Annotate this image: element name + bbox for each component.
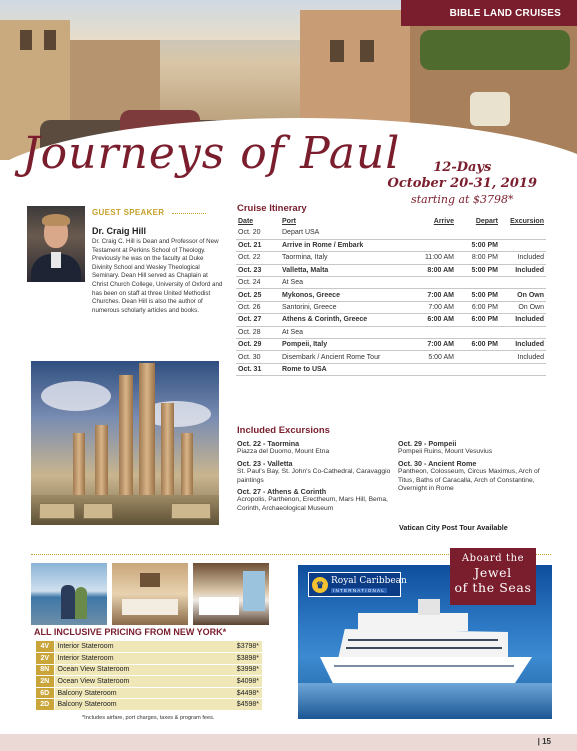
- pricing-room: Ocean View Stateroom: [54, 664, 207, 676]
- itinerary-header-row: [236, 217, 546, 227]
- itinerary-arrive: 7:00 AM: [408, 289, 456, 301]
- stone-block: [171, 503, 211, 519]
- excursion-item: [398, 460, 548, 494]
- itinerary-row: [236, 277, 546, 289]
- itinerary-depart: [456, 277, 500, 289]
- itinerary-date: Oct. 25: [236, 289, 280, 301]
- itinerary-row: [236, 289, 546, 301]
- itinerary-date: Oct. 23: [236, 264, 280, 276]
- pricing-room: Balcony Stateroom: [54, 687, 207, 699]
- ship-windows: [346, 647, 502, 649]
- itinerary-date: Oct. 20: [236, 227, 280, 239]
- balcony-stateroom-photo: [193, 563, 269, 625]
- itinerary-arrive: 5:00 AM: [408, 351, 456, 363]
- pricing-price: $3998*: [207, 664, 262, 676]
- itinerary-excursion: [500, 326, 546, 338]
- itinerary-row: [236, 264, 546, 276]
- speaker-bio: Dr. Craig C. Hill is Dean and Professor of New Testament at Perkins School of Theology. Previously he was on the faculty at Duke Divinity School and Wesley Theological Seminary. Dean Hill served as Chaplain at Christ Church College, University of Oxford and has been on staff at three United Methodist Churches. Dean Hill is also the author of numerous scholarly articles and books.: [92, 238, 223, 314]
- speaker-photo: [27, 206, 85, 282]
- trip-summary: [388, 160, 537, 206]
- excursion-item: [237, 440, 392, 457]
- itinerary-port: Arrive in Rome / Embark: [280, 239, 408, 251]
- excursion-text: Pompeii Ruins, Mount Vesuvius: [398, 448, 493, 456]
- pricing-row: [36, 676, 262, 688]
- itinerary-row: [236, 326, 546, 338]
- trip-duration: 12-Days: [433, 160, 492, 175]
- header-excursion: Excursion: [510, 218, 544, 225]
- itinerary-depart: [456, 351, 500, 363]
- itinerary-date: Oct. 30: [236, 351, 280, 363]
- page-title: Journeys of Paul: [22, 128, 401, 179]
- itinerary-row: [236, 239, 546, 251]
- aboard-line-3: of the Seas: [454, 580, 532, 595]
- window: [44, 30, 56, 50]
- pricing-code: 8N: [36, 664, 54, 676]
- footer-bar: [0, 734, 577, 751]
- itinerary-arrive: 7:00 AM: [408, 301, 456, 313]
- speaker-heading: GUEST SPEAKER: [92, 208, 165, 217]
- itinerary-row: [236, 314, 546, 326]
- itinerary-excursion: On Own: [500, 301, 546, 313]
- balcony-view: [243, 571, 265, 611]
- itinerary-arrive: [408, 363, 456, 375]
- itinerary-table: [236, 217, 546, 376]
- pricing-table: [36, 641, 262, 711]
- itinerary-date: Oct. 29: [236, 339, 280, 351]
- column: [119, 375, 133, 503]
- itinerary-row: [236, 252, 546, 264]
- window: [330, 40, 344, 62]
- ship-hull: [320, 657, 532, 683]
- brand-badge: BIBLE LAND CRUISES: [401, 0, 577, 26]
- pricing-row: [36, 687, 262, 699]
- logo-name: Royal Caribbean: [331, 576, 407, 586]
- itinerary-excursion: Included: [500, 351, 546, 363]
- pricing-room: Balcony Stateroom: [54, 699, 207, 711]
- temple-ruins-photo: [31, 361, 219, 525]
- ship-deck: [338, 629, 508, 659]
- itinerary-arrive: [408, 326, 456, 338]
- aboard-line-2: Jewel: [474, 565, 512, 580]
- itinerary-excursion: [500, 277, 546, 289]
- post-tour-note: Vatican City Post Tour Available: [399, 523, 508, 532]
- itinerary-port: Athens & Corinth, Greece: [280, 314, 408, 326]
- excursion-heading: Oct. 22 - Taormina: [237, 439, 300, 448]
- excursion-text: Pantheon, Colosseum, Circus Maximus, Arch of Titus, Baths of Caracalla, Arch of Constantine, Overnight in Rome: [398, 468, 540, 493]
- aboard-banner: [450, 548, 536, 605]
- speaker-name: Dr. Craig Hill: [92, 226, 147, 236]
- excursion-item: [237, 460, 392, 485]
- itinerary-date: Oct. 22: [236, 252, 280, 264]
- column: [161, 403, 174, 503]
- aboard-line-1: Aboard the: [461, 553, 525, 564]
- pricing-row: [36, 653, 262, 665]
- ship-windows: [348, 639, 498, 641]
- itinerary-port: Taormina, Italy: [280, 252, 408, 264]
- itinerary-row: [236, 301, 546, 313]
- itinerary-arrive: 7:00 AM: [408, 339, 456, 351]
- itinerary-port: Santorini, Greece: [280, 301, 408, 313]
- trip-price: starting at $3798*: [411, 193, 514, 206]
- balcony-plants: [420, 30, 570, 70]
- couple: [61, 585, 75, 619]
- itinerary-excursion: [500, 239, 546, 251]
- itinerary-date: Oct. 27: [236, 314, 280, 326]
- bed: [199, 597, 239, 615]
- itinerary-port: Mykonos, Greece: [280, 289, 408, 301]
- column: [181, 433, 193, 503]
- itinerary-excursion: Included: [500, 252, 546, 264]
- stone-block: [83, 503, 113, 519]
- pricing-room: Interior Stateroom: [54, 641, 207, 653]
- excursion-text: Acropolis, Parthenon, Erectheum, Mars Hill, Bema, Corinth, Archaeological Museum: [237, 496, 388, 512]
- couple: [75, 587, 87, 619]
- itinerary-port: Disembark / Ancient Rome Tour: [280, 351, 408, 363]
- column: [139, 363, 155, 503]
- itinerary-body: [236, 227, 546, 376]
- itinerary-arrive: 11:00 AM: [408, 252, 456, 264]
- ship-windows: [334, 665, 514, 667]
- excursions-right-column: [398, 440, 548, 493]
- pricing-code: 2V: [36, 653, 54, 665]
- itinerary-port: Depart USA: [280, 227, 408, 239]
- window: [20, 30, 32, 50]
- itinerary-arrive: 6:00 AM: [408, 314, 456, 326]
- header-port: Port: [282, 218, 296, 225]
- itinerary-arrive: [408, 277, 456, 289]
- itinerary-port: Rome to USA: [280, 363, 408, 375]
- trip-dates: October 20-31, 2019: [387, 176, 537, 191]
- header-depart: Depart: [475, 218, 498, 225]
- excursion-item: [398, 440, 548, 457]
- itinerary-arrive: 8:00 AM: [408, 264, 456, 276]
- itinerary-excursion: Included: [500, 264, 546, 276]
- sea: [298, 683, 552, 719]
- pricing-price: $3898*: [207, 653, 262, 665]
- cloud: [41, 381, 111, 411]
- itinerary-depart: [456, 227, 500, 239]
- excursion-item: [237, 488, 392, 513]
- excursion-heading: Oct. 27 - Athens & Corinth: [237, 487, 327, 497]
- logo-subtitle: INTERNATIONAL: [333, 588, 386, 593]
- pricing-code: 2N: [36, 676, 54, 688]
- itinerary-depart: 8:00 PM: [456, 252, 500, 264]
- itinerary-date: Oct. 28: [236, 326, 280, 338]
- itinerary-arrive: [408, 227, 456, 239]
- speaker-shirt: [51, 252, 61, 268]
- excursion-text: Piazza del Duomo, Mount Etna: [237, 448, 330, 456]
- itinerary-depart: 6:00 PM: [456, 314, 500, 326]
- pricing-row: [36, 699, 262, 711]
- pricing-footnote: *Includes airfare, port charges, taxes & program fees.: [82, 715, 215, 721]
- stone-block: [39, 503, 75, 519]
- interior-stateroom-photo: [112, 563, 188, 625]
- excursion-text: St. Paul's Bay, St. John's Co-Cathedral, Caravaggio paintings: [237, 468, 391, 484]
- itinerary-depart: 6:00 PM: [456, 301, 500, 313]
- excursions-title: Included Excursions: [237, 425, 330, 436]
- ship-deck: [358, 613, 468, 631]
- pricing-room: Interior Stateroom: [54, 653, 207, 665]
- excursions-left-column: [237, 440, 392, 513]
- itinerary-row: [236, 339, 546, 351]
- pricing-price: $3798*: [207, 641, 262, 653]
- pricing-body: [36, 641, 262, 711]
- itinerary-depart: 5:00 PM: [456, 239, 500, 251]
- pricing-row: [36, 664, 262, 676]
- bed: [122, 599, 178, 615]
- royal-caribbean-logo: [308, 572, 407, 597]
- pricing-code: 6D: [36, 687, 54, 699]
- pricing-code: 2D: [36, 699, 54, 711]
- itinerary-port: Valletta, Malta: [280, 264, 408, 276]
- itinerary-depart: 5:00 PM: [456, 264, 500, 276]
- header-date: Date: [238, 218, 254, 225]
- itinerary-date: Oct. 21: [236, 239, 280, 251]
- pricing-price: $4498*: [207, 687, 262, 699]
- itinerary-depart: 6:00 PM: [456, 339, 500, 351]
- wall-art: [140, 573, 160, 587]
- itinerary-date: Oct. 24: [236, 277, 280, 289]
- itinerary-row: [236, 363, 546, 375]
- itinerary-excursion: On Own: [500, 289, 546, 301]
- pricing-price: $4598*: [207, 699, 262, 711]
- itinerary-excursion: [500, 363, 546, 375]
- window: [360, 40, 374, 62]
- pricing-room: Ocean View Stateroom: [54, 676, 207, 688]
- itinerary-date: Oct. 31: [236, 363, 280, 375]
- itinerary-port: At Sea: [280, 326, 408, 338]
- crown-anchor-icon: ♛: [312, 577, 328, 593]
- speaker-divider: [172, 213, 206, 214]
- itinerary-port: At Sea: [280, 277, 408, 289]
- shop-sign: [470, 92, 510, 126]
- ship-funnel: [418, 599, 440, 615]
- itinerary-port: Pompeii, Italy: [280, 339, 408, 351]
- deck-photo: [31, 563, 107, 625]
- pricing-title: ALL INCLUSIVE PRICING FROM NEW YORK*: [34, 627, 227, 637]
- excursion-heading: Oct. 30 - Ancient Rome: [398, 458, 477, 468]
- itinerary-depart: 5:00 PM: [456, 289, 500, 301]
- column: [73, 433, 85, 503]
- excursion-heading: Oct. 23 - Valletta: [237, 458, 293, 468]
- page-number: | 15: [537, 737, 551, 746]
- itinerary-depart: [456, 363, 500, 375]
- itinerary-excursion: Included: [500, 314, 546, 326]
- pricing-price: $4098*: [207, 676, 262, 688]
- itinerary-row: [236, 351, 546, 363]
- itinerary-depart: [456, 326, 500, 338]
- pricing-row: [36, 641, 262, 653]
- excursion-heading: Oct. 29 - Pompeii: [398, 439, 457, 448]
- itinerary-row: [236, 227, 546, 239]
- itinerary-excursion: Included: [500, 339, 546, 351]
- itinerary-arrive: [408, 239, 456, 251]
- column: [95, 425, 108, 503]
- pricing-code: 4V: [36, 641, 54, 653]
- header-arrive: Arrive: [433, 218, 454, 225]
- itinerary-title: Cruise Itinerary: [237, 203, 307, 214]
- itinerary-date: Oct. 26: [236, 301, 280, 313]
- speaker-hair: [42, 214, 70, 226]
- itinerary-excursion: [500, 227, 546, 239]
